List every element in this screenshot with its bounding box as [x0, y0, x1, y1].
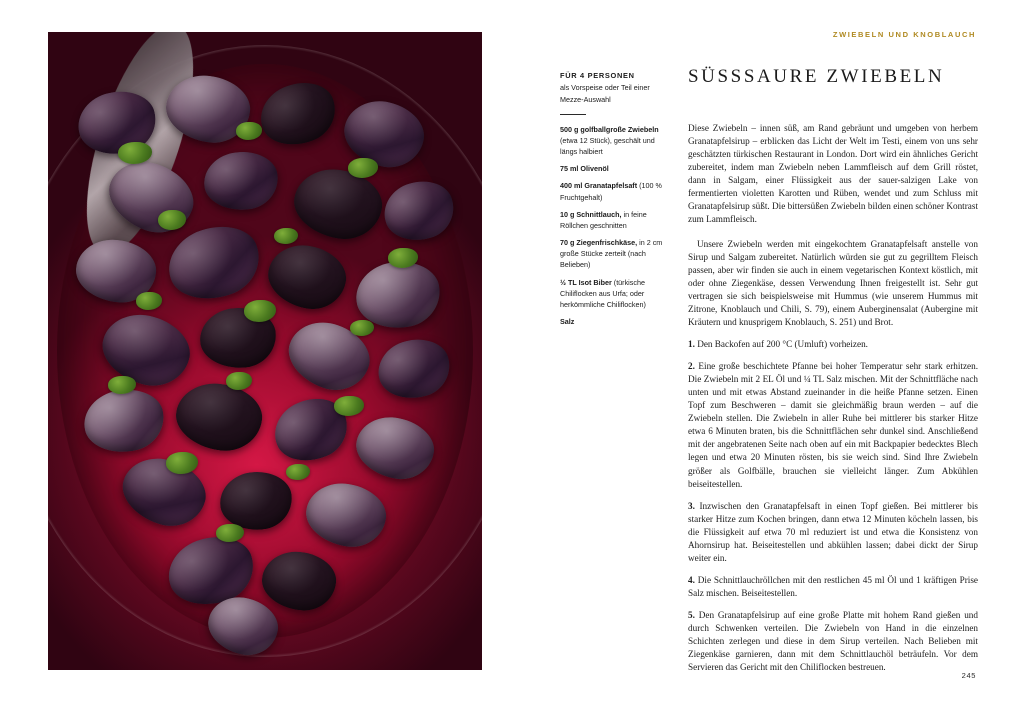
step-number: 5.	[688, 610, 695, 621]
running-head: ZWIEBELN UND KNOBLAUCH	[832, 30, 976, 39]
ingredient-amount: 500 g golfballgroße Zwiebeln	[560, 124, 659, 134]
list-item	[688, 338, 978, 351]
step-number: 4.	[688, 574, 695, 585]
page-number: 245	[961, 671, 976, 680]
list-item	[688, 609, 978, 674]
recipe-photo	[48, 32, 482, 670]
list-item	[688, 500, 978, 565]
step-text: Die Schnittlauchröllchen mit den restlichen 45 ml Öl und 1 kräftigen Prise Salz mischen. Beiseitestellen.	[688, 574, 979, 598]
list-item	[560, 124, 664, 157]
ingredients-list	[560, 124, 664, 327]
list-item	[560, 180, 664, 202]
ingredient-amount: Salz	[560, 316, 575, 326]
ingredient-amount: 75 ml Olivenöl	[560, 164, 609, 174]
ingredients-panel	[560, 70, 664, 333]
list-item	[560, 316, 664, 327]
recipe-title: SÜSSSAURE ZWIEBELN	[688, 66, 945, 87]
ingredient-note: in 2 cm große Stücke zerteilt (nach Belieben)	[560, 238, 663, 270]
list-item	[688, 360, 978, 491]
ingredient-amount: 10 g Schnittlauch,	[560, 209, 622, 219]
servings-heading: FÜR 4 PERSONEN	[560, 71, 635, 80]
list-item	[560, 237, 664, 270]
step-number: 2.	[688, 361, 695, 371]
ingredient-note: (türkische Chiliflocken aus Urfa; oder herkömmliche Chiliflocken)	[560, 277, 646, 309]
step-number: 3.	[688, 500, 695, 511]
list-item	[560, 277, 664, 310]
ingredient-note: (100 % Fruchtgehalt)	[560, 181, 662, 202]
ingredient-amount: 70 g Ziegenfrischkäse,	[560, 238, 638, 248]
recipe-body	[688, 122, 978, 683]
step-number: 1.	[688, 338, 695, 349]
ingredient-note: (etwa 12 Stück), geschält und längs halbiert	[560, 135, 655, 157]
ingredient-amount: 400 ml Granatapfelsaft	[560, 181, 638, 191]
intro-paragraph: Diese Zwiebeln – innen süß, am Rand gebräunt und umgeben von herbem Granatapfelsirup – erblicken das Licht der Welt im Testi, einem von uns sehr geschätzten türkischen Restaurant in London. Dort wird ein ähnliches Gericht zubereitet, indem man Zwiebeln neben Lammfleisch auf dem Grill röstet, dann in Salgam, einer Flüssigkeit aus der sauer-salzigen Lake von fermentierten violetten Karotten und Rüben, wendet und zum Schluss mit Granatapfelsirup süßt. Die bittersüßen Zwiebeln bilden einen schöner Kontrast zum Lammfleisch.	[688, 123, 978, 225]
step-text: Eine große beschichtete Pfanne bei hoher Temperatur sehr stark erhitzen. Die Zwiebeln mit 2 EL Öl und ¼ TL Salz mischen. Mit der Schnittfläche nach unten und mit etwas Abstand zueinander in die heiße Pfanne setzen. Einen Topf zum Beschweren – damit sie gleichmäßig braun werden – auf die Zwiebeln stellen. Die Zwiebeln in aller Ruhe bei mittlerer bis starker Hitze etwa 6 Minuten braten, bis die Schnittflächen sehr dunkel sind. Anschließend mit der angebratenen Seite nach oben auf ein mit Backpapier bedecktes Blech legen und etwa 20 Minuten rösten, bis sie weich sind. Sind Ihre Zwiebeln größer als Golfbälle, brauchen sie vielleicht länger. Zum Abkühlen beiseitestellen.	[688, 361, 979, 489]
ingredient-amount: ½ TL Isot Biber	[560, 277, 612, 287]
list-item	[688, 574, 978, 600]
intro-paragraph: Unsere Zwiebeln werden mit eingekochtem Granatapfelsaft anstelle von Sirup und Salgam zubereitet. Natürlich würden sie gut zu gegrilltem Fleisch passen, aber wir finden sie auch in einem vegetarischen Kontext köstlich, mit oder ohne Ziegenkäse, dessen Verwendung Ihnen freigestellt ist. Sehr gut vertragen sie sich beispielsweise mit Hummus (wie unserem Hummus mit Zitrone, Knoblauch und Chili, S. 79), einem Auberginensalat (Aubergine mit Kräutern und knusprigem Knoblauch, S. 251) und Brot.	[688, 238, 978, 327]
ingredients-divider	[560, 114, 586, 115]
servings-subtitle: als Vorspeise oder Teil einer Mezze-Auswahl	[560, 83, 650, 104]
photo-background	[48, 32, 482, 670]
step-text: Den Granatapfelsirup auf eine große Platte mit hohem Rand gießen und durch Schwenken verteilen. Die Zwiebeln von Hand in die einzelnen Schichten zerlegen und diese in dem Sirup verteilen. Nach Belieben mit Ziegenkäse garnieren, dann mit dem Schnittlauchöl beträufeln. Vor dem Servieren das Gericht mit den Chiliflocken bestreuen.	[688, 610, 978, 673]
step-text: Den Backofen auf 200 °C (Umluft) vorheizen.	[697, 338, 868, 349]
list-item	[560, 163, 664, 174]
list-item	[560, 209, 664, 231]
step-text: Inzwischen den Granatapfelsaft in einen Topf gießen. Bei mittlerer bis starker Hitze zum Kochen bringen, dann etwa 12 Minuten köcheln lassen, bis die Flüssigkeit auf etwa 70 ml reduziert ist und etwa die Konsistenz von Ahornsirup hat. Beiseitestellen und abkühlen lassen; dabei dickt der Sirup weiter ein.	[688, 500, 979, 563]
ingredient-note: in feine Röllchen geschnitten	[560, 209, 647, 230]
